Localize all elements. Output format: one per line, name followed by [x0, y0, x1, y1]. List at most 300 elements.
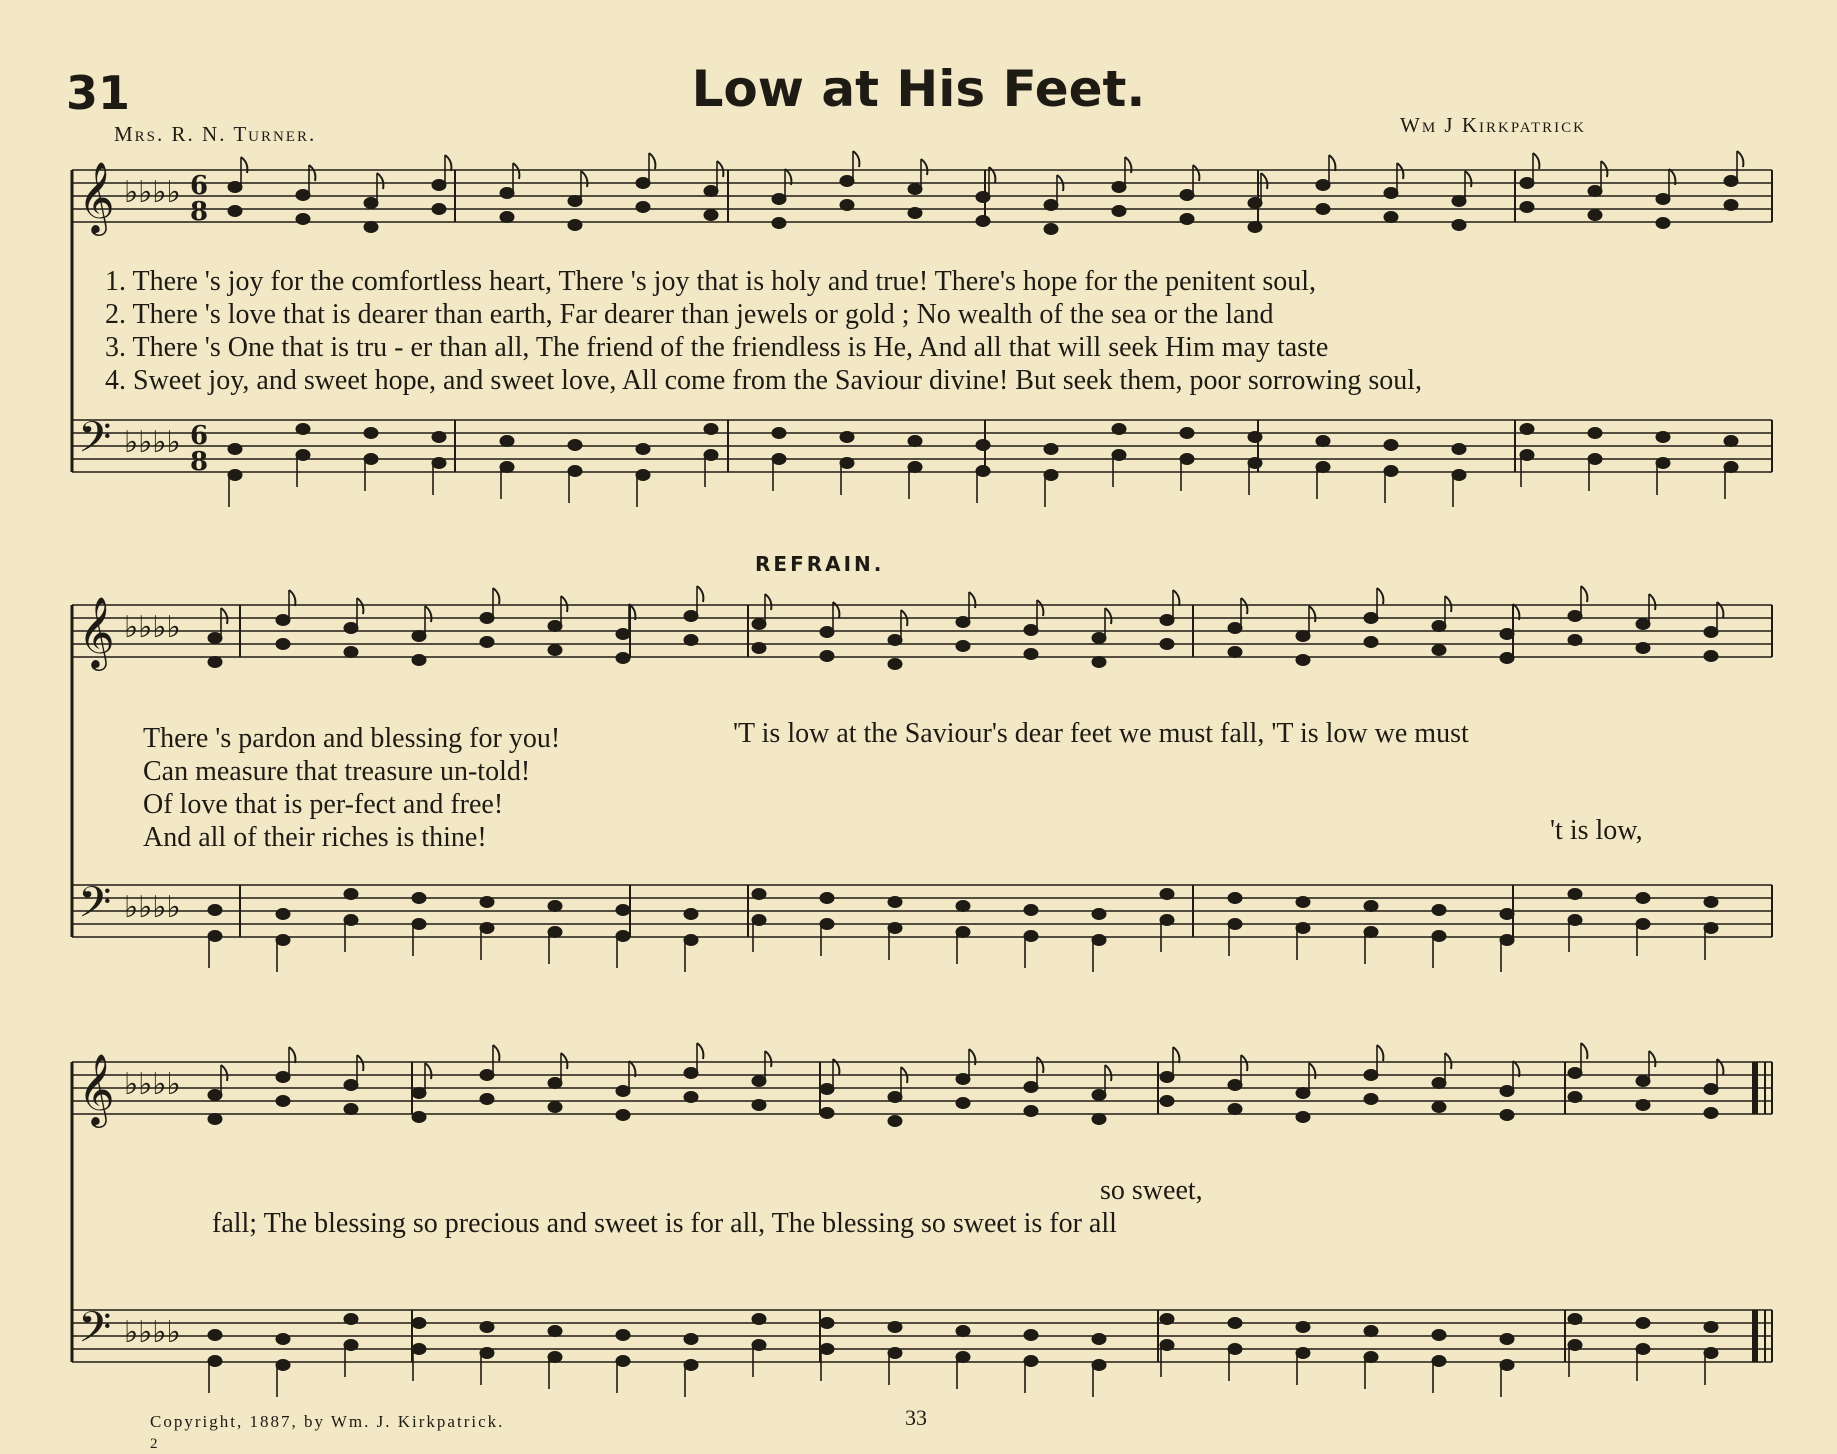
- composer-credit: Wm J Kirkpatrick: [1400, 113, 1586, 137]
- note-head: [1044, 470, 1058, 481]
- note-head: [1248, 432, 1262, 443]
- note-head: [616, 905, 630, 916]
- note-head: [1112, 450, 1126, 461]
- note-head: [1704, 897, 1718, 908]
- note-head: [820, 1344, 834, 1355]
- note-head: [976, 192, 990, 203]
- note-head: [772, 218, 786, 229]
- note-head: [1364, 901, 1378, 912]
- note-flag: [1377, 588, 1383, 604]
- note-head: [344, 1340, 358, 1351]
- note-head: [820, 893, 834, 904]
- note-flag: [1037, 600, 1043, 616]
- refrain-label: REFRAIN.: [755, 552, 885, 576]
- note-head: [1024, 1330, 1038, 1341]
- note-head: [1568, 1092, 1582, 1103]
- note-head: [1228, 647, 1242, 658]
- note-flag: [425, 606, 431, 622]
- note-head: [1384, 188, 1398, 199]
- note-head: [480, 637, 494, 648]
- note-flag: [221, 1065, 227, 1081]
- note-head: [820, 1318, 834, 1329]
- note-head: [1160, 615, 1174, 626]
- note-flag: [1377, 1045, 1383, 1061]
- note-head: [1704, 627, 1718, 638]
- note-head: [1296, 655, 1310, 666]
- note-head: [772, 428, 786, 439]
- note-head: [956, 617, 970, 628]
- time-signature: 8: [190, 197, 209, 227]
- refrain-line-4: And all of their riches is thine!: [143, 822, 487, 853]
- bass-clef: 𝄢: [78, 413, 112, 473]
- note-head: [1636, 619, 1650, 630]
- note-head: [1296, 897, 1310, 908]
- note-head: [1452, 220, 1466, 231]
- note-head: [1092, 1114, 1106, 1125]
- refrain-line-2: Can measure that treasure un-told!: [143, 756, 531, 787]
- note-head: [684, 1334, 698, 1345]
- hymn-title: Low at His Feet.: [691, 60, 1146, 118]
- note-head: [1228, 623, 1242, 634]
- note-head: [1024, 1082, 1038, 1093]
- note-head: [1452, 196, 1466, 207]
- note-head: [1296, 923, 1310, 934]
- note-head: [1044, 200, 1058, 211]
- note-head: [704, 450, 718, 461]
- note-flag: [1445, 596, 1451, 612]
- note-head: [1432, 621, 1446, 632]
- note-head: [1568, 1068, 1582, 1079]
- note-head: [1364, 613, 1378, 624]
- note-head: [208, 1114, 222, 1125]
- note-head: [820, 1108, 834, 1119]
- note-flag: [1173, 1047, 1179, 1063]
- note-head: [1248, 458, 1262, 469]
- note-head: [1160, 639, 1174, 650]
- note-head: [1724, 200, 1738, 211]
- note-flag: [561, 1053, 567, 1069]
- note-head: [956, 1326, 970, 1337]
- note-head: [296, 214, 310, 225]
- note-head: [908, 462, 922, 473]
- note-head: [208, 1330, 222, 1341]
- note-head: [956, 1098, 970, 1109]
- note-head: [752, 1100, 766, 1111]
- note-head: [412, 1344, 426, 1355]
- note-head: [432, 180, 446, 191]
- note-head: [1432, 1356, 1446, 1367]
- note-head: [412, 919, 426, 930]
- note-head: [684, 635, 698, 646]
- note-head: [752, 619, 766, 630]
- note-head: [1228, 919, 1242, 930]
- note-head: [1656, 458, 1670, 469]
- note-head: [208, 657, 222, 668]
- note-flag: [765, 1051, 771, 1067]
- note-head: [888, 897, 902, 908]
- note-head: [1500, 1360, 1514, 1371]
- note-flag: [1737, 151, 1743, 167]
- note-head: [616, 1356, 630, 1367]
- note-flag: [1261, 173, 1267, 189]
- note-head: [1228, 893, 1242, 904]
- note-head: [296, 450, 310, 461]
- note-head: [432, 458, 446, 469]
- note-head: [208, 931, 222, 942]
- note-head: [1500, 1086, 1514, 1097]
- verse-line-3: 3. There 's One that is tru - er than all, The friend of the friendless is He, And all that will seek Him may taste: [105, 332, 1329, 363]
- note-head: [616, 931, 630, 942]
- note-head: [1656, 218, 1670, 229]
- note-head: [548, 1326, 562, 1337]
- note-head: [956, 1074, 970, 1085]
- note-head: [1024, 649, 1038, 660]
- note-flag: [1397, 163, 1403, 179]
- note-head: [548, 645, 562, 656]
- note-head: [1704, 1322, 1718, 1333]
- note-head: [1724, 436, 1738, 447]
- note-head: [296, 424, 310, 435]
- note-flag: [377, 173, 383, 189]
- note-head: [1568, 611, 1582, 622]
- note-head: [364, 428, 378, 439]
- note-head: [704, 186, 718, 197]
- note-head: [364, 222, 378, 233]
- key-signature: ♭♭♭♭: [124, 425, 181, 460]
- note-head: [1024, 625, 1038, 636]
- note-head: [1384, 212, 1398, 223]
- note-head: [364, 454, 378, 465]
- refrain-line-1: There 's pardon and blessing for you!: [143, 723, 561, 754]
- note-head: [1316, 462, 1330, 473]
- note-head: [636, 444, 650, 455]
- note-head: [752, 643, 766, 654]
- note-head: [684, 1360, 698, 1371]
- copyright-notice: Copyright, 1887, by Wm. J. Kirkpatrick.: [150, 1412, 505, 1431]
- note-head: [636, 202, 650, 213]
- note-head: [568, 196, 582, 207]
- note-flag: [309, 165, 315, 181]
- note-flag: [1309, 1063, 1315, 1079]
- treble-clef: 𝄞: [78, 595, 115, 668]
- note-head: [1228, 1318, 1242, 1329]
- note-head: [344, 647, 358, 658]
- note-head: [1316, 204, 1330, 215]
- note-head: [1024, 1106, 1038, 1117]
- refrain-line-3: Of love that is per-fect and free!: [143, 789, 504, 820]
- note-head: [480, 1322, 494, 1333]
- note-head: [888, 1092, 902, 1103]
- note-head: [228, 206, 242, 217]
- note-head: [480, 1348, 494, 1359]
- note-head: [752, 915, 766, 926]
- note-head: [772, 454, 786, 465]
- note-head: [908, 208, 922, 219]
- note-head: [344, 1104, 358, 1115]
- note-head: [1228, 1080, 1242, 1091]
- note-head: [1364, 927, 1378, 938]
- note-head: [1296, 631, 1310, 642]
- note-head: [636, 470, 650, 481]
- note-flag: [493, 588, 499, 604]
- note-head: [1092, 1334, 1106, 1345]
- note-head: [1500, 629, 1514, 640]
- note-flag: [581, 171, 587, 187]
- refrain-continuation: 'T is low at the Saviour's dear feet we must fall, 'T is low we must: [733, 718, 1469, 749]
- note-head: [976, 216, 990, 227]
- note-head: [684, 611, 698, 622]
- note-flag: [513, 163, 519, 179]
- note-head: [412, 893, 426, 904]
- note-head: [820, 651, 834, 662]
- note-head: [548, 901, 562, 912]
- note-head: [1180, 214, 1194, 225]
- note-head: [752, 889, 766, 900]
- note-head: [1588, 454, 1602, 465]
- note-head: [344, 889, 358, 900]
- note-head: [568, 466, 582, 477]
- note-head: [888, 1348, 902, 1359]
- note-flag: [1037, 1057, 1043, 1073]
- note-head: [752, 1314, 766, 1325]
- note-head: [208, 1090, 222, 1101]
- note-head: [820, 919, 834, 930]
- note-flag: [289, 1047, 295, 1063]
- note-head: [976, 466, 990, 477]
- note-head: [1092, 633, 1106, 644]
- note-flag: [1241, 598, 1247, 614]
- note-flag: [1193, 165, 1199, 181]
- note-flag: [357, 1055, 363, 1071]
- note-head: [1500, 909, 1514, 920]
- note-head: [1568, 915, 1582, 926]
- note-head: [296, 190, 310, 201]
- note-head: [888, 1322, 902, 1333]
- note-head: [616, 653, 630, 664]
- note-head: [568, 220, 582, 231]
- note-head: [276, 909, 290, 920]
- note-flag: [1445, 1053, 1451, 1069]
- note-head: [772, 194, 786, 205]
- note-head: [1092, 1090, 1106, 1101]
- note-head: [480, 923, 494, 934]
- note-head: [888, 635, 902, 646]
- note-head: [1384, 466, 1398, 477]
- note-head: [228, 444, 242, 455]
- note-head: [1092, 657, 1106, 668]
- note-head: [1092, 1360, 1106, 1371]
- note-head: [1316, 436, 1330, 447]
- note-head: [1316, 180, 1330, 191]
- treble-clef: 𝄞: [78, 160, 115, 233]
- note-head: [888, 1116, 902, 1127]
- verse-line-1: 1. There 's joy for the comfortless heart, There 's joy that is holy and true! There's hope for the penitent soul,: [105, 266, 1317, 297]
- note-head: [1636, 1076, 1650, 1087]
- note-head: [500, 436, 514, 447]
- bass-clef: 𝄢: [78, 1303, 112, 1363]
- note-head: [1160, 1072, 1174, 1083]
- hymn-number: 31: [66, 66, 131, 120]
- note-head: [432, 432, 446, 443]
- note-head: [1112, 424, 1126, 435]
- note-head: [840, 176, 854, 187]
- note-head: [500, 212, 514, 223]
- note-head: [1364, 1070, 1378, 1081]
- note-head: [1452, 444, 1466, 455]
- note-head: [228, 182, 242, 193]
- refrain-so-sweet: so sweet,: [1100, 1175, 1203, 1206]
- time-signature: 6: [190, 421, 209, 451]
- note-head: [228, 470, 242, 481]
- note-head: [1520, 450, 1534, 461]
- note-flag: [493, 1045, 499, 1061]
- note-head: [1364, 1352, 1378, 1363]
- note-head: [1432, 645, 1446, 656]
- bass-clef: 𝄢: [78, 878, 112, 938]
- signature-mark: 2: [150, 1436, 158, 1452]
- note-flag: [357, 598, 363, 614]
- note-head: [1092, 909, 1106, 920]
- note-head: [1724, 462, 1738, 473]
- note-head: [1704, 923, 1718, 934]
- note-flag: [425, 1063, 431, 1079]
- note-head: [276, 1096, 290, 1107]
- note-head: [432, 204, 446, 215]
- note-head: [1500, 1110, 1514, 1121]
- note-head: [956, 927, 970, 938]
- note-flag: [445, 155, 451, 171]
- note-head: [548, 927, 562, 938]
- note-head: [480, 613, 494, 624]
- note-head: [1296, 1088, 1310, 1099]
- note-head: [208, 905, 222, 916]
- note-head: [1180, 454, 1194, 465]
- note-head: [820, 627, 834, 638]
- note-head: [1704, 651, 1718, 662]
- note-head: [276, 615, 290, 626]
- note-head: [1024, 1356, 1038, 1367]
- note-head: [1044, 224, 1058, 235]
- note-head: [840, 432, 854, 443]
- note-flag: [1581, 1043, 1587, 1059]
- note-head: [1296, 1348, 1310, 1359]
- note-head: [908, 436, 922, 447]
- note-head: [1656, 432, 1670, 443]
- key-signature: ♭♭♭♭: [124, 610, 181, 645]
- note-head: [568, 440, 582, 451]
- note-head: [684, 909, 698, 920]
- note-head: [840, 200, 854, 211]
- note-head: [1432, 1102, 1446, 1113]
- time-signature: 8: [190, 447, 209, 477]
- note-head: [1092, 935, 1106, 946]
- key-signature: ♭♭♭♭: [124, 890, 181, 925]
- note-head: [344, 915, 358, 926]
- note-flag: [1533, 153, 1539, 169]
- note-head: [1704, 1348, 1718, 1359]
- note-head: [480, 1070, 494, 1081]
- note-head: [548, 1102, 562, 1113]
- note-head: [1500, 935, 1514, 946]
- key-signature: ♭♭♭♭: [124, 1315, 181, 1350]
- note-head: [976, 440, 990, 451]
- note-head: [1364, 1094, 1378, 1105]
- note-head: [1160, 889, 1174, 900]
- note-head: [1568, 635, 1582, 646]
- note-head: [1520, 202, 1534, 213]
- note-head: [1568, 1314, 1582, 1325]
- note-head: [1112, 206, 1126, 217]
- key-signature: ♭♭♭♭: [124, 1067, 181, 1102]
- key-signature: ♭♭♭♭: [124, 175, 181, 210]
- note-head: [1160, 1340, 1174, 1351]
- note-head: [1160, 1096, 1174, 1107]
- note-head: [1520, 424, 1534, 435]
- note-head: [1636, 1344, 1650, 1355]
- note-head: [1704, 1108, 1718, 1119]
- note-head: [840, 458, 854, 469]
- note-flag: [765, 594, 771, 610]
- note-head: [1044, 444, 1058, 455]
- note-flag: [649, 153, 655, 169]
- note-head: [344, 1080, 358, 1091]
- note-head: [1248, 222, 1262, 233]
- note-head: [1180, 190, 1194, 201]
- note-head: [752, 1076, 766, 1087]
- note-head: [1588, 428, 1602, 439]
- note-head: [1432, 1330, 1446, 1341]
- note-head: [412, 1112, 426, 1123]
- note-head: [752, 1340, 766, 1351]
- note-head: [704, 210, 718, 221]
- note-head: [1112, 182, 1126, 193]
- note-head: [548, 621, 562, 632]
- note-head: [1636, 919, 1650, 930]
- note-head: [500, 188, 514, 199]
- note-head: [1568, 1340, 1582, 1351]
- note-flag: [561, 596, 567, 612]
- time-signature: 6: [190, 171, 209, 201]
- note-head: [1024, 931, 1038, 942]
- note-head: [956, 1352, 970, 1363]
- note-head: [1364, 637, 1378, 648]
- verse-line-2: 2. There 's love that is dearer than earth, Far dearer than jewels or gold ; No wealth of the sea or the land: [105, 299, 1274, 330]
- note-flag: [697, 586, 703, 602]
- note-head: [1636, 643, 1650, 654]
- note-flag: [1105, 608, 1111, 624]
- note-head: [412, 655, 426, 666]
- note-head: [684, 935, 698, 946]
- note-head: [276, 1334, 290, 1345]
- note-head: [412, 1088, 426, 1099]
- note-head: [208, 1356, 222, 1367]
- note-flag: [289, 590, 295, 606]
- note-head: [956, 641, 970, 652]
- page-number: 33: [905, 1405, 927, 1430]
- note-head: [1432, 905, 1446, 916]
- note-head: [908, 184, 922, 195]
- note-flag: [1105, 1065, 1111, 1081]
- note-head: [364, 198, 378, 209]
- note-head: [276, 935, 290, 946]
- note-head: [704, 424, 718, 435]
- note-head: [1228, 1344, 1242, 1355]
- author-credit: Mrs. R. N. Turner.: [114, 122, 317, 146]
- note-head: [1520, 178, 1534, 189]
- note-head: [1364, 1326, 1378, 1337]
- note-head: [276, 639, 290, 650]
- note-flag: [221, 608, 227, 624]
